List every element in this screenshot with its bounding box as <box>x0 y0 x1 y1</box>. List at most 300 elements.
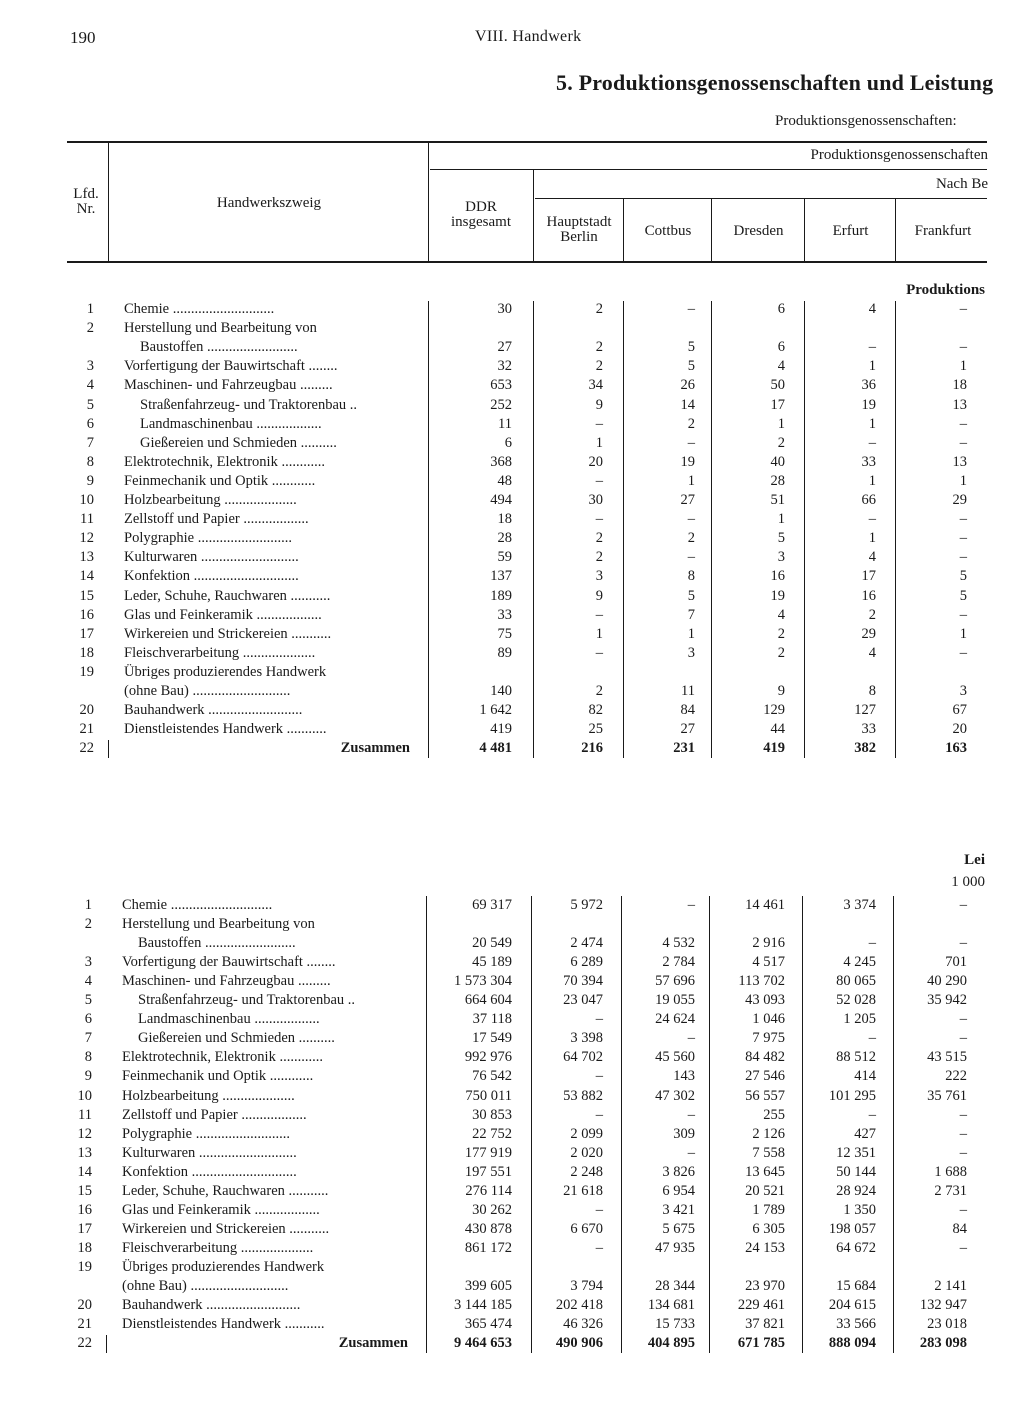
cell-c3: 6 <box>777 301 785 317</box>
cell-c1: 3 398 <box>570 1030 603 1047</box>
table-row <box>0 1088 1024 1107</box>
cell-c3: 2 <box>777 644 785 661</box>
row-label: Wirkereien und Strickereien ........... <box>122 1220 330 1237</box>
cell-c4: 127 <box>854 702 876 719</box>
cell-c5: – <box>959 1239 967 1256</box>
cell-c2: – <box>687 1030 695 1047</box>
row-number: 12 <box>77 1125 92 1142</box>
cell-c0: 365 474 <box>464 1316 512 1333</box>
cell-c0: 252 <box>490 396 512 413</box>
cell-c5: 40 290 <box>927 973 967 990</box>
table-row <box>0 645 1024 664</box>
cell-c0: 664 604 <box>464 992 512 1009</box>
cell-c0: 76 542 <box>472 1068 512 1085</box>
cell-c5: – <box>959 511 967 528</box>
cell-c3: 7 558 <box>752 1144 785 1161</box>
row-label: Holzbearbeitung .................... <box>124 492 297 508</box>
cell-c4: – <box>868 1030 876 1047</box>
cell-c1: – <box>595 644 603 661</box>
subgroup-rule <box>535 198 987 199</box>
row-label: Maschinen- und Fahrzeugbau ......... <box>124 377 333 394</box>
cell-c2: – <box>687 301 695 317</box>
row-label: Polygraphie .......................... <box>124 530 292 547</box>
cell-c1: 6 670 <box>570 1220 603 1237</box>
section1-label: Produktions <box>906 282 985 298</box>
cell-c4: 80 065 <box>836 973 876 990</box>
cell-c4: 50 144 <box>836 1163 876 1180</box>
cell-c4: 33 <box>861 721 876 738</box>
cell-c3: 2 126 <box>752 1125 785 1142</box>
cell-c3: 1 046 <box>752 1011 785 1028</box>
cell-c1: 1 <box>595 434 603 451</box>
cell-c3: 24 153 <box>745 1239 785 1256</box>
table-row <box>0 549 1024 568</box>
cell-c5: 1 688 <box>934 1163 967 1180</box>
cell-c4: 15 684 <box>836 1278 876 1294</box>
cell-c1: 2 <box>595 549 603 566</box>
cell-c2: 24 624 <box>655 1011 695 1028</box>
cell-c3: 16 <box>770 568 785 585</box>
cell-c4: 29 <box>861 625 876 642</box>
row-number: 12 <box>79 530 94 547</box>
cell-c2: 11 <box>681 683 695 699</box>
cell-c1: – <box>595 1011 603 1028</box>
row-number: 13 <box>79 549 94 566</box>
row-label: Fleischverarbeitung .................... <box>124 644 316 661</box>
table-row <box>0 416 1024 435</box>
cell-c0: 992 976 <box>464 1049 512 1066</box>
table-row <box>0 1030 1024 1049</box>
cell-c2: – <box>687 511 695 528</box>
row-number: 22 <box>79 740 94 757</box>
cell-c4: 36 <box>861 377 876 394</box>
row-label: Zusammen <box>338 1335 408 1352</box>
row-number: 11 <box>78 1106 92 1123</box>
cell-c4: – <box>868 434 876 451</box>
cell-c1: 70 394 <box>563 973 603 990</box>
row-label: Landmaschinenbau .................. <box>138 1011 320 1028</box>
cell-c4: 4 <box>868 301 876 317</box>
cell-c2: 5 <box>687 358 695 375</box>
cell-c5: – <box>959 301 967 317</box>
cell-c5: – <box>959 644 967 661</box>
cell-c1: 23 047 <box>563 992 603 1009</box>
cell-c5: 35 761 <box>927 1087 967 1104</box>
cell-c1: 9 <box>595 396 603 413</box>
table-row <box>0 954 1024 973</box>
cell-c0: 11 <box>498 415 512 432</box>
row-label: Kulturwaren ........................... <box>124 549 299 566</box>
cell-c1: 490 906 <box>555 1335 603 1352</box>
cell-c0: 189 <box>490 587 512 604</box>
row-number: 21 <box>77 1316 92 1333</box>
cell-c2: 2 <box>687 415 695 432</box>
cell-c1: 202 418 <box>555 1297 603 1314</box>
row-label: Chemie ............................ <box>124 301 275 317</box>
row-number: 2 <box>84 916 92 933</box>
cell-c0: 137 <box>490 568 512 585</box>
cell-c3: 40 <box>770 453 785 470</box>
cell-c1: 3 794 <box>570 1278 603 1294</box>
cell-c0: 9 464 653 <box>454 1335 512 1352</box>
row-label: Zusammen <box>340 740 410 757</box>
row-number: 22 <box>77 1335 92 1352</box>
row-number: 21 <box>79 721 94 738</box>
cell-c4: 204 615 <box>828 1297 876 1314</box>
cell-c5: 13 <box>952 396 967 413</box>
header-subgroup: Nach Be <box>935 176 988 192</box>
cell-c5: 283 098 <box>919 1335 967 1352</box>
cell-c5: 13 <box>952 453 967 470</box>
table-row <box>0 1240 1024 1259</box>
cell-c1: 2 <box>595 530 603 547</box>
cell-c4: 414 <box>854 1068 876 1085</box>
cell-c0: 33 <box>497 606 512 623</box>
cell-c0: 30 <box>497 301 512 317</box>
row-label: Konfektion ............................. <box>124 568 299 585</box>
cell-c1: – <box>595 1068 603 1085</box>
cell-c2: 19 <box>680 453 695 470</box>
cell-c2: – <box>687 1106 695 1123</box>
row-number: 3 <box>86 358 94 375</box>
cell-c4: 1 <box>868 530 876 547</box>
cell-c0: 45 189 <box>472 954 512 971</box>
header-divider-label <box>428 142 429 261</box>
cell-c5: 1 <box>959 625 967 642</box>
cell-c3: 113 702 <box>738 973 785 990</box>
cell-c5: – <box>959 339 967 356</box>
table-row <box>0 626 1024 645</box>
table-row <box>0 935 1024 954</box>
cell-c0: 140 <box>490 683 512 699</box>
row-number: 13 <box>77 1144 92 1161</box>
row-label: Vorfertigung der Bauwirtschaft ........ <box>122 954 336 971</box>
row-label: Gießereien und Schmieden .......... <box>138 1030 335 1047</box>
cell-c1: 6 289 <box>570 954 603 971</box>
cell-c5: – <box>959 897 967 913</box>
cell-c1: 2 248 <box>570 1163 603 1180</box>
row-number: 4 <box>86 377 94 394</box>
header-col-dresden: Dresden <box>733 223 784 239</box>
cell-c3: 4 <box>777 606 785 623</box>
cell-c3: 6 <box>777 339 785 356</box>
row-number: 16 <box>79 606 94 623</box>
cell-c3: 1 <box>777 415 785 432</box>
row-number: 6 <box>86 415 94 432</box>
row-number: 18 <box>79 644 94 661</box>
cell-c0: 17 549 <box>472 1030 512 1047</box>
row-label: Feinmechanik und Optik ............ <box>124 472 316 489</box>
cell-c3: 44 <box>770 721 785 738</box>
cell-c5: 18 <box>952 377 967 394</box>
cell-c4: 888 094 <box>828 1335 876 1352</box>
cell-c2: 7 <box>687 606 695 623</box>
cell-c5: 2 731 <box>934 1182 967 1199</box>
row-number: 9 <box>84 1068 92 1085</box>
cell-c2: 309 <box>673 1125 695 1142</box>
cell-c3: 17 <box>770 396 785 413</box>
cell-c4: 17 <box>861 568 876 585</box>
cell-c3: 419 <box>763 740 785 757</box>
cell-c2: 6 954 <box>662 1182 695 1199</box>
row-label: Glas und Feinkeramik .................. <box>122 1201 320 1218</box>
cell-c1: 2 <box>595 301 603 317</box>
row-number: 14 <box>77 1163 92 1180</box>
cell-c3: 3 <box>777 549 785 566</box>
table-row <box>0 1107 1024 1126</box>
cell-c0: 1 573 304 <box>454 973 512 990</box>
cell-c2: 3 <box>687 644 695 661</box>
row-number: 20 <box>79 702 94 719</box>
cell-c4: – <box>868 935 876 952</box>
row-label: Vorfertigung der Bauwirtschaft ........ <box>124 358 338 375</box>
cell-c1: 2 099 <box>570 1125 603 1142</box>
table-row <box>0 1164 1024 1183</box>
cell-c1: – <box>595 472 603 489</box>
row-label: Chemie ............................ <box>122 897 273 913</box>
cell-c3: 4 <box>777 358 785 375</box>
cell-c0: 48 <box>497 472 512 489</box>
cell-c1: 2 <box>595 339 603 356</box>
cell-c1: 1 <box>595 625 603 642</box>
cell-c5: 67 <box>952 702 967 719</box>
cell-c4: 66 <box>861 492 876 508</box>
cell-c1: 64 702 <box>563 1049 603 1066</box>
row-number: 15 <box>77 1182 92 1199</box>
cell-c4: 1 <box>868 358 876 375</box>
cell-c2: 19 055 <box>655 992 695 1009</box>
row-label: Baustoffen ......................... <box>140 339 298 356</box>
row-number: 15 <box>79 587 94 604</box>
cell-c4: 33 <box>861 453 876 470</box>
cell-c3: 7 975 <box>752 1030 785 1047</box>
cell-c1: 216 <box>581 740 603 757</box>
row-label: Straßenfahrzeug- und Traktorenbau .. <box>140 396 358 413</box>
cell-c2: 2 <box>687 530 695 547</box>
cell-c1: 30 <box>588 492 603 508</box>
cell-c2: 5 675 <box>662 1220 695 1237</box>
cell-c0: 276 114 <box>465 1182 512 1199</box>
cell-c1: 9 <box>595 587 603 604</box>
cell-c4: 16 <box>861 587 876 604</box>
cell-c3: 229 461 <box>737 1297 785 1314</box>
cell-c1: – <box>595 511 603 528</box>
cell-c0: 6 <box>504 434 512 451</box>
row-label: Elektrotechnik, Elektronik ............ <box>124 453 325 470</box>
cell-c4: 1 <box>868 415 876 432</box>
cell-c0: 4 481 <box>479 740 512 757</box>
row-label: Landmaschinenbau .................. <box>140 415 322 432</box>
cell-c0: 27 <box>497 339 512 356</box>
cell-c1: 2 020 <box>570 1144 603 1161</box>
cell-c3: 20 521 <box>745 1182 785 1199</box>
header-divider-nr <box>108 142 109 261</box>
row-number: 2 <box>86 320 94 337</box>
table-row <box>0 1316 1024 1335</box>
row-number: 4 <box>84 973 92 990</box>
cell-c2: 27 <box>680 721 695 738</box>
row-label: Holzbearbeitung .................... <box>122 1087 295 1104</box>
cell-c1: 53 882 <box>563 1087 603 1104</box>
cell-c4: 4 <box>868 549 876 566</box>
cell-c3: 2 916 <box>752 935 785 952</box>
chapter-heading: VIII. Handwerk <box>475 28 582 45</box>
cell-c2: 4 532 <box>662 935 695 952</box>
cell-c5: 222 <box>945 1068 967 1085</box>
table-row <box>0 454 1024 473</box>
row-label: (ohne Bau) ........................... <box>124 683 291 699</box>
row-number: 10 <box>79 492 94 508</box>
table-top-rule <box>67 141 987 143</box>
cell-c5: 132 947 <box>919 1297 967 1314</box>
cell-c2: – <box>687 1144 695 1161</box>
table-row <box>0 973 1024 992</box>
cell-c0: 3 144 185 <box>454 1297 512 1314</box>
cell-c5: 29 <box>952 492 967 508</box>
table-row <box>0 1202 1024 1221</box>
table-row <box>0 721 1024 740</box>
cell-c3: 671 785 <box>737 1335 785 1352</box>
cell-c3: 50 <box>770 377 785 394</box>
header-handwerkszweig: Handwerkszweig <box>216 195 322 211</box>
row-label: Dienstleistendes Handwerk ........... <box>124 721 327 738</box>
cell-c3: 6 305 <box>752 1220 785 1237</box>
cell-c0: 750 011 <box>465 1087 512 1104</box>
cell-c0: 59 <box>497 549 512 566</box>
row-number: 10 <box>77 1087 92 1104</box>
table-row <box>0 1126 1024 1145</box>
cell-c2: 1 <box>687 472 695 489</box>
cell-c0: 30 262 <box>472 1201 512 1218</box>
cell-c2: 3 826 <box>662 1163 695 1180</box>
row-number: 1 <box>84 897 92 913</box>
table-row <box>0 1278 1024 1297</box>
row-label: Gießereien und Schmieden .......... <box>140 434 337 451</box>
cell-c0: 28 <box>497 530 512 547</box>
cell-c2: 45 560 <box>655 1049 695 1066</box>
row-label: Übriges produzierendes Handwerk <box>124 663 327 680</box>
cell-c2: – <box>687 549 695 566</box>
row-label: Elektrotechnik, Elektronik ............ <box>122 1049 323 1066</box>
cell-c3: 84 482 <box>745 1049 785 1066</box>
header-col-ddr: DDR insgesamt <box>451 199 511 230</box>
row-label: Bauhandwerk .......................... <box>122 1297 301 1314</box>
cell-c0: 22 752 <box>472 1125 512 1142</box>
row-label: Polygraphie .......................... <box>122 1125 290 1142</box>
cell-c5: 35 942 <box>927 992 967 1009</box>
row-label: Konfektion ............................. <box>122 1163 297 1180</box>
cell-c4: 2 <box>868 606 876 623</box>
cell-c0: 399 605 <box>464 1278 512 1294</box>
cell-c4: – <box>868 1106 876 1123</box>
cell-c2: 2 784 <box>662 954 695 971</box>
cell-c5: 2 141 <box>934 1278 967 1294</box>
row-label: Glas und Feinkeramik .................. <box>124 606 322 623</box>
cell-c1: 3 <box>595 568 603 585</box>
row-number: 8 <box>84 1049 92 1066</box>
table-row <box>0 377 1024 396</box>
cell-c5: 1 <box>959 472 967 489</box>
cell-c3: 1 789 <box>752 1201 785 1218</box>
cell-c1: 46 326 <box>563 1316 603 1333</box>
cell-c5: – <box>959 1201 967 1218</box>
cell-c0: 368 <box>490 453 512 470</box>
header-col-berlin: Hauptstadt Berlin <box>546 214 612 245</box>
cell-c5: – <box>959 935 967 952</box>
header-divider-berlin <box>623 199 624 261</box>
cell-c2: 47 935 <box>655 1239 695 1256</box>
page-number: 190 <box>70 28 96 47</box>
table-row <box>0 1068 1024 1087</box>
table-row <box>0 358 1024 377</box>
cell-c1: 2 <box>595 358 603 375</box>
cell-c5: 84 <box>952 1220 967 1237</box>
cell-c0: 430 878 <box>464 1220 512 1237</box>
cell-c2: 15 733 <box>655 1316 695 1333</box>
cell-c0: 89 <box>497 644 512 661</box>
cell-c1: 2 <box>595 683 603 699</box>
cell-c0: 18 <box>497 511 512 528</box>
row-number: 5 <box>86 396 94 413</box>
row-number: 7 <box>84 1030 92 1047</box>
cell-c0: 1 642 <box>479 702 512 719</box>
table-row <box>0 916 1024 935</box>
cell-c0: 653 <box>490 377 512 394</box>
cell-c5: – <box>959 549 967 566</box>
table-row <box>0 588 1024 607</box>
table-subtitle: Produktionsgenossenschaften: <box>775 113 957 129</box>
row-label: Zellstoff und Papier .................. <box>124 511 309 528</box>
cell-c1: – <box>595 606 603 623</box>
section2-unit: 1 000 <box>951 874 985 890</box>
cell-c4: – <box>868 511 876 528</box>
row-label: Maschinen- und Fahrzeugbau ......... <box>122 973 331 990</box>
cell-c2: 3 421 <box>662 1201 695 1218</box>
cell-c3: 51 <box>770 492 785 508</box>
cell-c2: 84 <box>680 702 695 719</box>
cell-c3: 13 645 <box>745 1163 785 1180</box>
row-number: 16 <box>77 1201 92 1218</box>
cell-c0: 197 551 <box>464 1163 512 1180</box>
header-group: Produktionsgenossenschaften <box>810 147 988 163</box>
row-number: 17 <box>79 625 94 642</box>
cell-c5: 43 515 <box>927 1049 967 1066</box>
cell-c0: 494 <box>490 492 512 508</box>
row-number: 5 <box>84 992 92 1009</box>
header-divider-ddr <box>533 170 534 261</box>
row-label: Bauhandwerk .......................... <box>124 702 303 719</box>
cell-c5: – <box>959 1106 967 1123</box>
cell-c0: 20 549 <box>472 935 512 952</box>
cell-c1: 21 618 <box>563 1182 603 1199</box>
cell-c3: 37 821 <box>745 1316 785 1333</box>
table-row <box>0 320 1024 339</box>
row-number: 6 <box>84 1011 92 1028</box>
table-row <box>0 664 1024 683</box>
row-label: Feinmechanik und Optik ............ <box>122 1068 314 1085</box>
cell-c2: 1 <box>687 625 695 642</box>
row-number: 9 <box>86 472 94 489</box>
cell-c3: 9 <box>777 683 785 699</box>
cell-c4: 19 <box>861 396 876 413</box>
row-label: Fleischverarbeitung .................... <box>122 1239 314 1256</box>
cell-c2: 8 <box>687 568 695 585</box>
table-row <box>0 740 1024 759</box>
table-row <box>0 473 1024 492</box>
cell-c0: 30 853 <box>472 1106 512 1123</box>
table-row <box>0 1145 1024 1164</box>
cell-c2: 26 <box>680 377 695 394</box>
